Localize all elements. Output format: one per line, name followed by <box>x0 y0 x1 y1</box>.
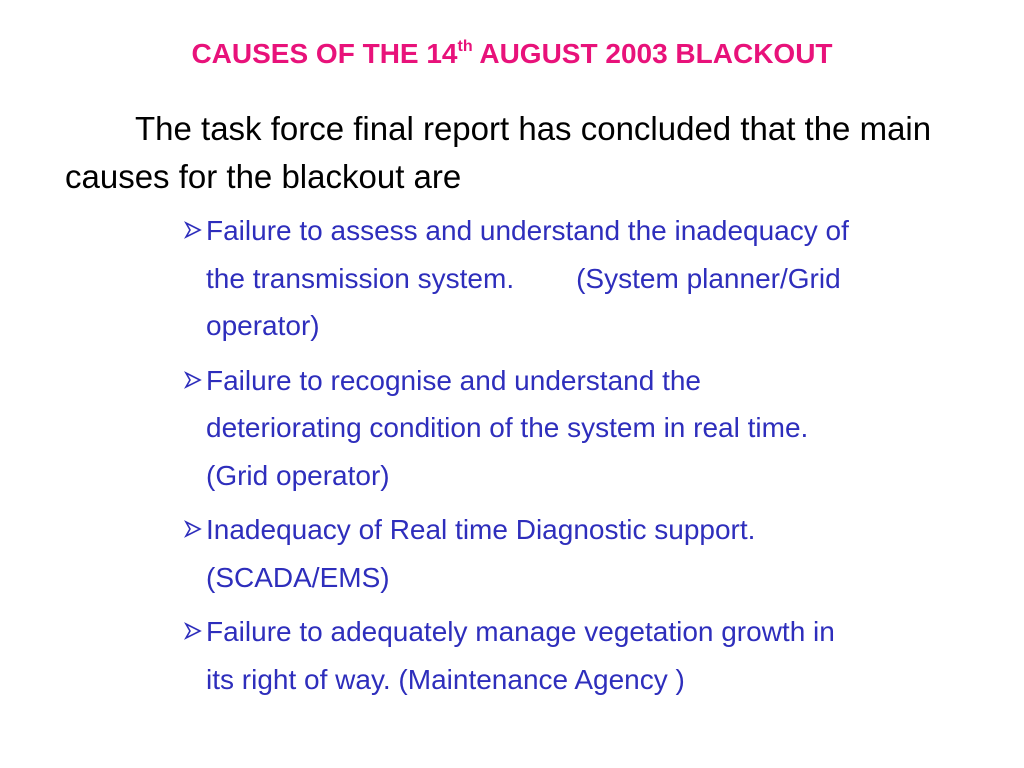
causes-list <box>182 207 1002 710</box>
arrowhead-bullet-icon <box>182 506 204 553</box>
cause-item-vegetation <box>182 608 1002 703</box>
cause-line: Failure to recognise and understand the <box>206 364 701 396</box>
cause-item-assessment <box>182 207 1002 350</box>
cause-line: its right of way. (Maintenance Agency ) <box>206 663 685 695</box>
arrowhead-bullet-icon <box>182 608 204 655</box>
cause-line: (Grid operator) <box>206 459 390 491</box>
title-text-end: AUGUST 2003 BLACKOUT <box>472 38 833 69</box>
cause-line: Failure to assess and understand the inadequacy of <box>206 215 849 246</box>
title-text-start: CAUSES OF THE 14 <box>191 38 458 69</box>
cause-item-recognition <box>182 357 1002 500</box>
arrowhead-bullet-icon <box>182 207 204 254</box>
cause-line: deteriorating condition of the system in real time. <box>206 412 809 443</box>
cause-line: Inadequacy of Real time Diagnostic support. <box>206 514 756 545</box>
title-superscript: th <box>457 37 473 55</box>
arrowhead-bullet-icon <box>182 357 204 404</box>
cause-line: (SCADA/EMS) <box>206 561 390 593</box>
cause-line: (System planner/Grid <box>576 262 841 294</box>
slide-title <box>0 34 1024 74</box>
cause-line: Failure to adequately manage vegetation growth in <box>206 616 835 647</box>
cause-line: the transmission system. <box>206 262 515 294</box>
cause-item-diagnostics <box>182 506 1002 601</box>
intro-paragraph: The task force final report has concluded that the main causes for the blackout are <box>65 110 932 195</box>
cause-line: operator) <box>206 310 320 341</box>
